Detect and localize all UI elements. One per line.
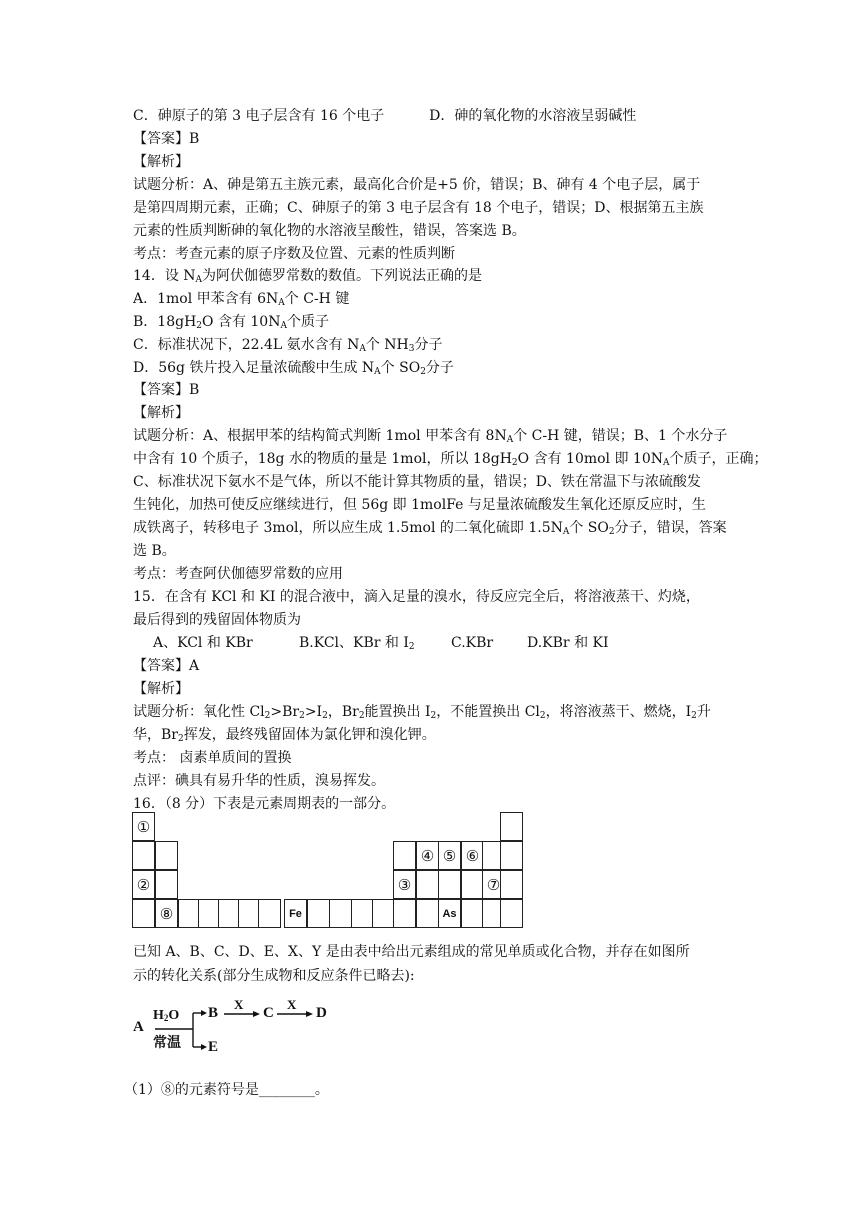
- species-e: E: [208, 1039, 219, 1055]
- table-cell: [155, 870, 178, 899]
- q13-options-line: [133, 106, 636, 126]
- q13-option-d: D．砷的氧化物的水溶液呈弱碱性: [429, 108, 637, 124]
- table-cell-fe: Fe: [284, 899, 307, 928]
- species-c: C: [263, 1005, 274, 1021]
- table-cell: [393, 899, 416, 928]
- table-cell: [393, 841, 416, 870]
- q15-option-c: C.KBr: [451, 635, 494, 651]
- table-cell-5: ⑤: [438, 841, 461, 870]
- q13-analysis-line-2: 是第四周期元素，正确；C、砷原子的第 3 电子层含有 18 个电子，错误；D、根据第五主族: [133, 200, 704, 216]
- table-cell: [258, 899, 281, 928]
- table-cell: [329, 899, 352, 928]
- q15-answer: 【答案】A: [133, 658, 200, 674]
- q14-analysis-line-4: 生钝化，加热可使反应继续进行，但 56g 即 1molFe 与足量浓硫酸发生氧化还原反应时，生: [133, 497, 706, 513]
- table-cell-8: ⑧: [155, 899, 178, 928]
- reaction-diagram: [133, 997, 343, 1065]
- condition-water: $H_2O$: [153, 1008, 180, 1023]
- reagent-x-1: X: [234, 997, 244, 1012]
- table-cell: [416, 870, 439, 899]
- q14-point: 考点：考查阿伏伽德罗常数的应用: [133, 566, 343, 582]
- table-cell: [500, 841, 523, 870]
- q14-stem: 14．设 $N_A$为阿伏伽德罗常数的数值。下列说法正确的是: [133, 268, 483, 285]
- q15-analysis-header: 【解析】: [133, 681, 189, 697]
- table-cell: [500, 812, 523, 841]
- q15-option-a: A、KCl 和 KBr: [153, 635, 253, 651]
- q16-stem: 16．（8 分）下表是元素周期表的一部分。: [133, 796, 396, 812]
- q15-option-b: B.KCl、KBr 和 $I_2$: [299, 635, 415, 652]
- q14-analysis-line-3: C、标准状况下氨水不是气体，所以不能计算其物质的量，错误；D、铁在常温下与浓硫酸发: [133, 474, 701, 490]
- table-cell: [500, 870, 523, 899]
- table-cell-1: ①: [132, 812, 155, 841]
- q15-analysis-line-1: 试题分析：氧化性 $Cl_2>Br_2>I_2$，$Br_2$能置换出 $I_2$，不能置换出 $Cl_2$，将溶液蒸干、燃烧，$I_2$升: [133, 704, 711, 721]
- q15-option-d: D.KBr 和 KI: [527, 635, 609, 651]
- reagent-x-2: X: [287, 997, 297, 1012]
- q14-analysis-line-5: 成铁离子，转移电子 3mol，所以应生成 1.5mol 的二氧化硫即 $1.5N_A$个 $SO_2$分子，错误，答案: [133, 520, 727, 537]
- q15-analysis-line-2: 华，$Br_2$挥发，最终残留固体为氯化钾和溴化钾。: [133, 727, 436, 744]
- q13-answer: 【答案】B: [133, 131, 200, 147]
- condition-room-temp: 常温: [153, 1036, 181, 1051]
- q13-analysis-line-1: 试题分析：A、砷是第五主族元素，最高化合价是+5 价，错误；B、砷有 4 个电子层，属于: [133, 177, 701, 193]
- q13-point: 考点：考查元素的原子序数及位置、元素的性质判断: [133, 246, 455, 262]
- q13-option-c: C．砷原子的第 3 电子层含有 16 个电子: [133, 108, 385, 124]
- species-b: B: [208, 1005, 219, 1021]
- table-cell: [155, 841, 178, 870]
- table-cell: [307, 899, 330, 928]
- q14-option-c: C．标准状况下，22.4L 氨水含有 $N_A$个 $NH_3$分子: [133, 337, 443, 354]
- q15-stem-line-1: 15．在含有 KCl 和 KI 的混合液中，滴入足量的溴水，待反应完全后，将溶液蒸干、灼烧，: [133, 589, 700, 605]
- table-cell-6: ⑥: [461, 841, 484, 870]
- table-cell: [351, 899, 374, 928]
- q16-subquestion-1: （1）⑧的元素符号是________。: [124, 1082, 329, 1098]
- q15-comment: 点评：碘具有易升华的性质，溴易挥发。: [133, 773, 385, 789]
- q13-analysis-header: 【解析】: [133, 154, 189, 170]
- table-cell: [132, 841, 155, 870]
- q14-option-d: D．56g 铁片投入足量浓硫酸中生成 $N_A$个 $SO_2$分子: [133, 360, 454, 377]
- q15-stem-line-2: 最后得到的残留固体物质为: [133, 612, 301, 628]
- table-cell: [132, 899, 155, 928]
- q15-point: 考点： 卤素单质间的置换: [133, 750, 292, 766]
- q14-analysis-line-1: 试题分析：A、根据甲苯的结构简式判断 1mol 甲苯含有 $8N_A$个 C-H 键，错误；B、1 个水分子: [133, 428, 728, 445]
- species-a: A: [133, 1019, 144, 1035]
- table-cell: [438, 870, 461, 899]
- table-cell-2: ②: [132, 870, 155, 899]
- q14-analysis-line-6: 选 B。: [133, 543, 176, 559]
- q15-options: [153, 633, 609, 653]
- q13-analysis-line-3: 元素的性质判断砷的氧化物的水溶液呈酸性，错误，答案选 B。: [133, 223, 526, 239]
- q14-analysis-line-2: 中含有 10 个质子，18g 水的物质的量是 1mol，所以 $18gH_2O$ 含有 10mol 即 $10N_A$个质子，正确；: [133, 451, 768, 468]
- q14-option-a: A．1mol 甲苯含有 $6N_A$个 C-H 键: [133, 291, 350, 308]
- q16-given-line-1: 已知 A、B、C、D、E、X、Y 是由表中给出元素组成的常见单质或化合物，并存在如图所: [133, 944, 690, 960]
- table-cell: [461, 899, 484, 928]
- table-cell-4: ④: [416, 841, 439, 870]
- q14-analysis-header: 【解析】: [133, 405, 189, 421]
- q14-answer: 【答案】B: [133, 382, 200, 398]
- table-cell-as: As: [438, 899, 461, 928]
- table-cell: [500, 899, 523, 928]
- q16-given-line-2: 示的转化关系(部分生成物和反应条件已略去):: [133, 968, 415, 984]
- table-cell-7: ⑦: [482, 870, 505, 899]
- table-cell: [461, 870, 484, 899]
- q14-option-b: B．$18gH_2O$ 含有 $10N_A$个质子: [133, 314, 329, 331]
- species-d: D: [316, 1005, 327, 1021]
- table-cell: [372, 899, 395, 928]
- table-cell-3: ③: [393, 870, 416, 899]
- table-cell: [416, 899, 439, 928]
